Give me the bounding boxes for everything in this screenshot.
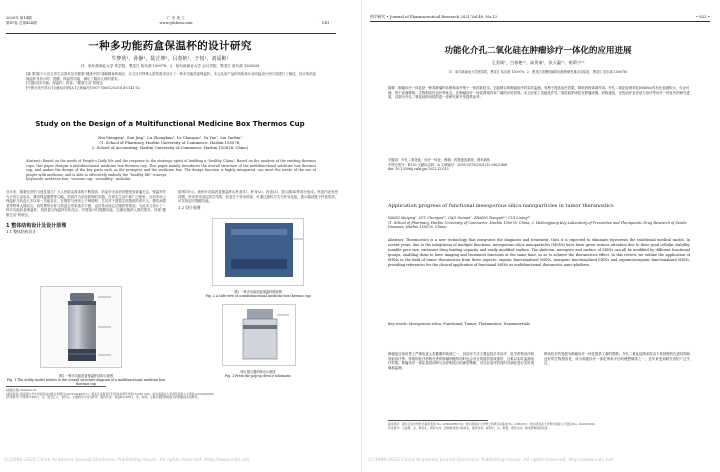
english-keywords: Key words: Mesoporous silica; Functional; Tumor; Theranostics; Nanomaterials — [388, 322, 530, 326]
affiliation: (1．哈尔滨商业大学药学院，黑龙江 哈尔滨 150076；2．黑龙江省慢性病防治药物研发重点实验室，黑龙江 哈尔滨 150076) — [448, 70, 628, 74]
figure-1-caption-cn: 图1 一种多功能药盒保温杯结构示意图 — [58, 374, 114, 378]
paper-page-right — [368, 0, 720, 472]
figure-1-caption-en: Fig. 1 The utility model relates to the overall structure diagram of a multifunctional medicine box thermos cup — [6, 378, 166, 387]
side-view-drawing — [213, 219, 305, 287]
popup-cap — [247, 309, 273, 319]
cup-lid-ring — [68, 301, 96, 305]
article-info — [388, 158, 690, 172]
side-view-band-2 — [231, 259, 287, 269]
year-issue: 2020年 第14期 — [6, 16, 32, 20]
journal-url: www.gdchem.com — [159, 21, 193, 25]
column-right — [178, 190, 338, 210]
english-affiliation-1: (1. School of Pharmacy, Harbin University of Commerce, Harbin 150076; — [99, 140, 241, 145]
figure-2-caption-en: Fig. 2 A side view of a multifunctional medicine box thermos cup — [205, 294, 311, 299]
journal-name: 广 东 化 工 — [167, 16, 185, 20]
english-affiliation-2: 2. School of Accounting, Harbin University of Commerce, Harbin 150028, China) — [91, 145, 249, 150]
paper-title: 功能化介孔二氧化硅在肿瘤诊疗一体化的应用进展 — [444, 46, 632, 56]
english-abstract-block — [26, 159, 316, 182]
cup-lid — [70, 293, 94, 301]
figure-2-caption-cn: 图2 一种多功能药盒保温杯侧视图 — [234, 290, 282, 294]
medicine-box — [68, 349, 96, 361]
copyright-notice: (C)1994-2022 China Academic Journal Electronic Publishing House. All rights reserved. http://www.cnki.net — [368, 458, 614, 463]
page-number: · 141 · — [319, 20, 332, 25]
english-author-list: Niu Mengxin¹, Sun Jing¹, Lu Zhengkun², Lv Chunyan¹, Yu Yue¹, Liu Yaobin¹ — [98, 135, 242, 140]
popup-band — [243, 325, 277, 329]
figure-3-caption-cn: 图3 提示器的弹出示意图 — [240, 370, 276, 374]
side-view-band-1 — [231, 229, 287, 235]
abstract-block — [26, 72, 316, 90]
copyright-notice: (C)1994-2020 China Academic Journal Electronic Publishing House. All rights reserved. http://www.cnki.net — [4, 458, 250, 463]
cup-body-shine — [68, 305, 96, 349]
received-date: [收稿日期] 2020-05-25 — [6, 388, 37, 392]
english-affiliation: (1. School of Pharmacy, Harbin University of Commerce, Harbin 150076, China; 2. Heilongjiang Key Laboratory of Preventive and Therapeutic Drug Research of Senile Diseases, Harbin 150076, China) — [388, 220, 687, 230]
page-number: • 823 • — [695, 14, 710, 19]
body-column-left: 肿瘤是目前世界上严重危害人类健康的疾病之一，其治疗方式主要包括手术治疗、化学药物治疗和放射治疗等。传统的化疗药物在杀伤肿瘤细胞的同时也会对正常组织造成损伤，且难以实时监测治疗效果。肿瘤诊疗一体化是将诊断与治疗相结合的新型策略，可以在治疗的同时对病灶进行实时成像和监测。 — [388, 352, 534, 370]
footnote-rule — [388, 420, 488, 421]
doi: doi: 10.13506/j.cnki.jpr.2021.12.013 — [388, 167, 449, 172]
english-authors-block — [388, 216, 690, 230]
abstract-cn: 摘要：肿瘤诊疗一体化是一种将肿瘤的诊断和治疗集于一体的新技术。它能够实现肿瘤治疗的实时监测，有利于提高治疗效果，降低药物毒副作用。介孔二氧化硅纳米粒(MSNs)具有比表面积大、孔径可调、易于表面修饰、生物相容性良好等优点，在肿瘤诊疗一体化领域具有广阔的应用前景。本文综述了功能化介孔二氧化硅纳米粒在肿瘤成像、药物递送、光热治疗及光动力治疗等诊疗一体化中的研究进展，以期为介孔二氧化硅纳米粒的进一步研究和开发提供参考。 — [388, 86, 690, 100]
english-keywords: Keywords: medicine box；vacuum cup；versatility；modular — [26, 177, 131, 182]
footnotes — [388, 423, 690, 430]
author-bio: [作者简介] 牛梦欣(1999-)，女，黑龙江人，本科生，主要研究方向为药学。通讯作者：刘谣彬(1984-)，男，讲师，主要从事药物制剂及药物输送系统研究。 — [6, 395, 201, 400]
intro-paragraph: 近年来，随着经济的飞速发展与广大人民群众需求的不断提高，药品安全用药问题受到普遍关注。保温杯作为日常生活用品，兼具保温便携等功能。药盒作为存放药物的容器，在现实生活中被广泛使用。目前市场上保温杯与药盒大多以单一功能存在，在携带与使用上不够便利，尤其对于需要定时服药的老年人、慢性病患者等特殊人群而言，同时携带水杯与药盒会带来诸多不便，也容易出现忘记服药等情况。为此本文设计了一种多功能药盒保温杯，将药盒与保温杯有机结合，并增加计时提醒功能，以满足服药人群的需求，体现"健康生活"的理念。 — [6, 190, 166, 217]
english-abstract: Abstract: Based on the needs of People's Daily life and the response to the strategic spirit of building a "healthy China". Based on the analysis of the existing thermos cups, this paper designs a multifunctional medicine box thermos cup. This paper mainly introduces the overall structure of the multifunctional medicine box thermos cup, and makes the design of the key parts such as the prompter and the medicine box. The design function is highly integrated, can meet the needs of the use of people with medicine, and is able to effectively embody the "healthy life" concept. — [26, 159, 316, 177]
english-author-list: WANG Meiying¹, LYU Chunyan¹², GAO Guinan¹, ZHANG Tianyun¹², CUI Lining¹² — [388, 216, 531, 220]
section-heading-1: 1 整体结构设计及设计原理 — [6, 222, 67, 229]
popup-device-drawing — [223, 305, 297, 367]
english-authors — [10, 135, 330, 150]
classification: [中图分类号]TQ [文献标识码]A [文章编号]1007-1865(2020)14-0141-02 — [26, 85, 141, 90]
english-abstract: Abstract: Theranostics is a new technology that integrates the diagnosis and treatment, thus it is expected to eliminate hysteresis the traditional medical model. In recent years, due to the integration of multiple functions, mesoporous silica nanoparticles (MSNs) have been given serious attention due to their good cellular stability, tunable pore size, extensive drug loading capacity and easily modified surface. The skeleton, mesopore and surface of MSNs can all be modified by different functional groups, enabling them to have imaging and treatment functions at the same time, so as to achieve the theranostics effect. In this review, we outline the application of MSNs in the field of tumor theranostics from three aspects: organic functionalized MSNs, inorganic functionalized MSNs and organic/inorganic functionalized MSNs, providing references for the clinical application of functional MSNs as multifunctional theranostic nano-platform. — [388, 238, 690, 267]
author-list: 王美瑛¹，吕春艳¹²，高贵南¹，张天蕴¹²，崔莉宁¹² — [491, 60, 585, 65]
figure-1-caption — [6, 374, 166, 387]
figure-3-caption-en: Fig. 3 Press the pop-up device schematic — [224, 374, 292, 379]
figure-3-caption — [178, 370, 338, 378]
author-list: 牛梦欣¹，孙静¹，陆正坤²，吕春艳¹，于悦¹，刘谣彬¹ — [111, 56, 229, 62]
figure-1 — [40, 286, 122, 368]
keywords-cn: 关键词：介孔二氧化硅；诊疗一体化；肿瘤；药物递送系统；纳米载体 — [388, 158, 491, 162]
paper-title: 一种多功能药盒保温杯的设计研究 — [88, 40, 252, 52]
figure-3 — [222, 304, 296, 366]
column-left — [6, 190, 166, 234]
footnote-rule — [6, 386, 106, 387]
issue-info — [6, 16, 66, 26]
journal-info — [116, 16, 236, 26]
author-bio: 作者简介：王美瑛，女，研究生，研究方向：药物新剂型与新技术。通讯作者：崔莉宁，女，教授，研究方向：纳米药物递送系统 — [388, 425, 548, 430]
volume: 第47卷 总第424期 — [6, 21, 37, 25]
journal-running-head: 药学研究 • Journal of Pharmaceutical Research 2021 Vol.40, No.12 — [370, 14, 498, 19]
abstract-text: [摘 要]基于人们日常生活需求及对健康"健康中国"战略精神的响应，本文针对特殊人群的需求设计了一种多功能药盒保温杯。本文从该产品的结构设计和功能设计两方面进行了阐述，设计的药盒保温杯具有计时、提醒、保温等功能，满足了服药人群的需求。 — [26, 72, 316, 81]
affiliation: (1．哈尔滨商业大学 药学院，黑龙江 哈尔滨 150076；2．哈尔滨商业大学 会计学院，黑龙江 哈尔滨 150028) — [80, 64, 260, 68]
classification: 中图分类号：R730 文献标志码：A 文章编号：2095-5375(2021)12-0823-806 — [388, 162, 508, 167]
section-heading-1-2: 1.2 设计原理 — [178, 204, 201, 210]
keywords: [关键词]多功能；保温杯；药盒；"健康生活"的理念 — [26, 81, 103, 86]
section-heading-1-1: 1.1 整体结构设计 — [6, 228, 37, 234]
page-header — [6, 14, 336, 34]
footnotes — [6, 389, 338, 400]
figure-2-caption — [178, 290, 338, 298]
body-column-right: 纳米技术的发展为肿瘤诊疗一体化提供了新的思路。介孔二氧化硅纳米粒由于其独特的孔道结构和良好的生物相容性，成为构建诊疗一体化纳米平台的理想载体之一，近年来受到研究者的广泛关注。 — [544, 352, 690, 366]
english-title: Study on the Design of a Multifunctional Medicine Box Thermos Cup — [35, 120, 305, 128]
thermos-cup-drawing — [41, 287, 123, 369]
funding-note: [基金项目] 国家级大学生创新创业训练计划项目(201910240015)；黑龙江省教育厅科学技术研究项目(12541136)；哈尔滨商业大学青年创新人才项目(2016QN060) — [6, 391, 214, 396]
funding-note: 基金项目：黑龙江省自然科学基金项目(No. LH2020H016)；哈尔滨商业大学博士科研启动基金(No. 22BQ33)；哈尔滨商业大学青年创新人才项目(No. 2020CX29) — [388, 422, 595, 426]
structure-paragraph: 如图1所示，该种多功能药盒保温杯由杯盖(1)、杯身(2)、药盒(3)、提示器(4)等部分组成。杯盖内设有密封圈，杯身采用双层真空结构，药盒位于杯身底部，可通过旋转方式与杯身连接，提示器设置于杯盖顶部，可实现定时提醒功能。 — [178, 190, 338, 204]
page-header — [370, 14, 710, 22]
figure-2 — [212, 218, 304, 286]
english-title: Application progress of functional mesoporous silica nanoparticles in tumor theranostics — [388, 203, 614, 209]
